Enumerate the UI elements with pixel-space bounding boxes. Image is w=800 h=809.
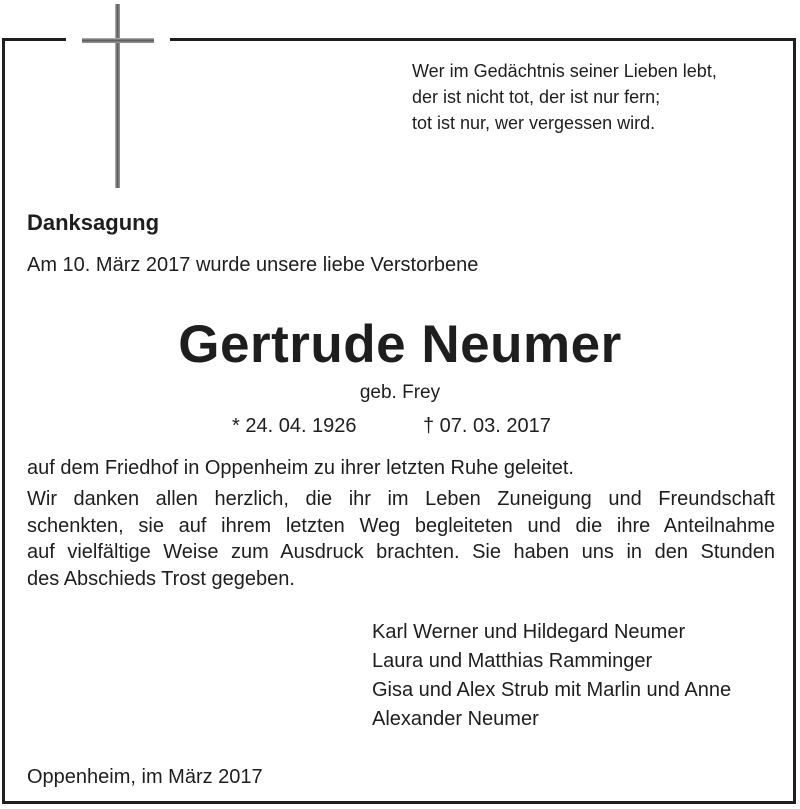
cross-icon [115,4,120,188]
cross-icon-bar [82,38,154,43]
birth-date: * 24. 04. 1926 [232,415,357,437]
quote-line: Wer im Gedächtnis seiner Lieben lebt, [412,61,717,81]
intro-text: Am 10. März 2017 wurde unsere liebe Verstorbene [27,254,479,276]
signers-list [372,618,731,734]
thanks-line: Wir danken allen herzlich, die ihr im Leben Zuneigung und Freundschaft [27,488,775,510]
thanks-line: auf vielfältige Weise zum Ausdruck brachten. Sie haben uns in den Stunden [27,541,775,563]
thanks-line: des Abschieds Trost gegeben. [27,567,295,590]
thanks-paragraph [27,486,775,592]
thanks-line: schenkten, sie auf ihrem letzten Weg begleiteten und die ihre Anteilnahme [27,514,775,537]
quote-line: tot ist nur, wer vergessen wird. [412,113,656,133]
place-date: Oppenheim, im März 2017 [27,766,263,788]
deceased-name: Gertrude Neumer [178,315,622,374]
maiden-name: geb. Frey [359,382,441,403]
heading: Danksagung [27,210,160,235]
quote-line: der ist nicht tot, der ist nur fern; [412,87,661,107]
signer: Alexander Neumer [372,708,539,730]
signer: Laura und Matthias Ramminger [372,650,653,672]
burial-text: auf dem Friedhof in Oppenheim zu ihrer letzten Ruhe geleitet. [27,457,574,479]
memorial-quote [412,58,717,136]
death-date: † 07. 03. 2017 [423,415,551,437]
signer: Gisa und Alex Strub mit Marlin und Anne [372,679,732,701]
signer: Karl Werner und Hildegard Neumer [372,621,686,643]
